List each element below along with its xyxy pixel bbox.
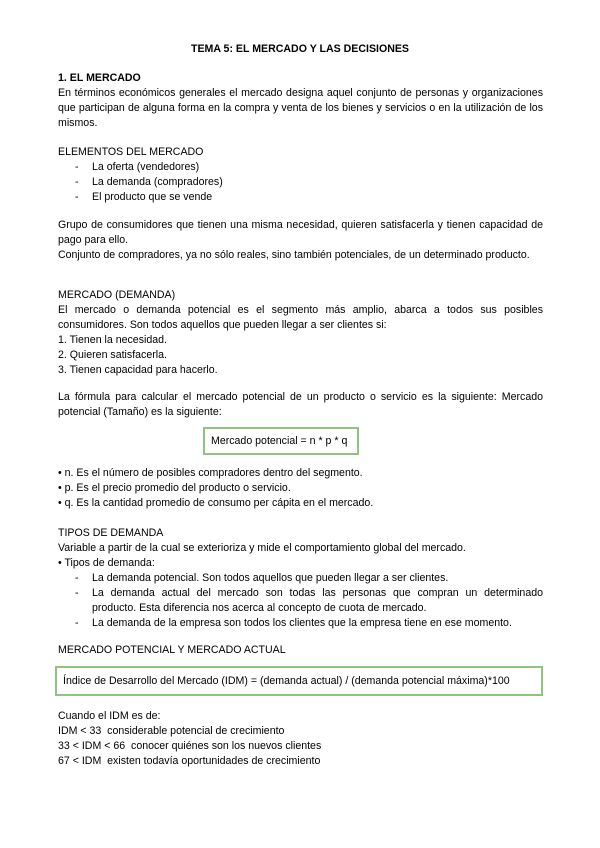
paragraph: Variable a partir de la cual se exterioriza y mide el comportamiento global del mercado. (58, 542, 466, 554)
list-item: - La demanda actual del mercado son todas las personas que compran un determinado producto. Esta diferencia nos acerca al concepto de cuota de mercado. (58, 586, 543, 616)
list-item: 1. Tienen la necesidad. (58, 334, 167, 346)
list-item: - La demanda (compradores) (58, 175, 543, 190)
section-demanda (58, 288, 543, 378)
paragraph: La fórmula para calcular el mercado potencial de un producto o servicio es la siguiente: Mercado potencial (Tamaño) es la siguiente: (58, 391, 543, 418)
elementos-heading: ELEMENTOS DEL MERCADO (58, 146, 204, 158)
paragraph: El mercado o demanda potencial es el segmento más amplio, abarca a todos sus posibles consumidores. Son todos aquellos que pueden llegar a ser clientes si: (58, 304, 543, 331)
formula-box: Mercado potencial = n * p * q (203, 427, 359, 455)
list-item: • n. Es el número de posibles compradores dentro del segmento. (58, 467, 363, 479)
document-title: TEMA 5: EL MERCADO Y LAS DECISIONES (191, 43, 409, 55)
idm-formula-box: Índice de Desarrollo del Mercado (IDM) = (demanda actual) / (demanda potencial máxima)*100 (55, 666, 543, 696)
list-item: 33 < IDM < 66 conocer quiénes son los nuevos clientes (58, 740, 322, 752)
demanda-heading: MERCADO (DEMANDA) (58, 289, 176, 301)
list-item: - La demanda potencial. Son todos aquellos que pueden llegar a ser clientes. (58, 571, 543, 586)
tipos-heading: TIPOS DE DEMANDA (58, 527, 164, 539)
section-grupo (58, 218, 543, 263)
list-item: - El producto que se vende (58, 190, 543, 205)
section-tipos (58, 526, 543, 631)
tipos-subheading: • Tipos de demanda: (58, 557, 155, 569)
formula-legend (58, 466, 543, 511)
list-item: 2. Quieren satisfacerla. (58, 349, 167, 361)
section-el-mercado (58, 71, 543, 131)
intro-paragraph: En términos económicos generales el mercado designa aquel conjunto de personas y organizaciones que participan de alguna forma en la compra y venta de los bienes y servicios o en la utilización de los mismos. (58, 87, 543, 129)
paragraph: Conjunto de compradores, ya no sólo reales, sino también potenciales, de un determinado producto. (58, 249, 530, 261)
paragraph: Grupo de consumidores que tienen una misma necesidad, quieren satisfacerla y tienen capacidad de pago para ello. (58, 219, 543, 246)
section-heading: 1. EL MERCADO (58, 72, 141, 84)
idm-heading: MERCADO POTENCIAL Y MERCADO ACTUAL (58, 644, 286, 656)
list-item: 3. Tienen capacidad para hacerlo. (58, 364, 218, 376)
list-item: • p. Es el precio promedio del producto o servicio. (58, 482, 291, 494)
list-item: IDM < 33 considerable potencial de crecimiento (58, 725, 285, 737)
list-item: - La demanda de la empresa son todos los clientes que la empresa tiene en ese momento. (58, 616, 543, 631)
section-formula (58, 390, 543, 420)
list-item: - La oferta (vendedores) (58, 160, 543, 175)
section-elementos (58, 145, 543, 205)
list-item: • q. Es la cantidad promedio de consumo per cápita en el mercado. (58, 497, 374, 509)
list-item: 67 < IDM existen todavía oportunidades de crecimiento (58, 755, 321, 767)
idm-lead: Cuando el IDM es de: (58, 710, 161, 722)
section-idm (58, 643, 543, 658)
idm-ranges (58, 709, 543, 769)
